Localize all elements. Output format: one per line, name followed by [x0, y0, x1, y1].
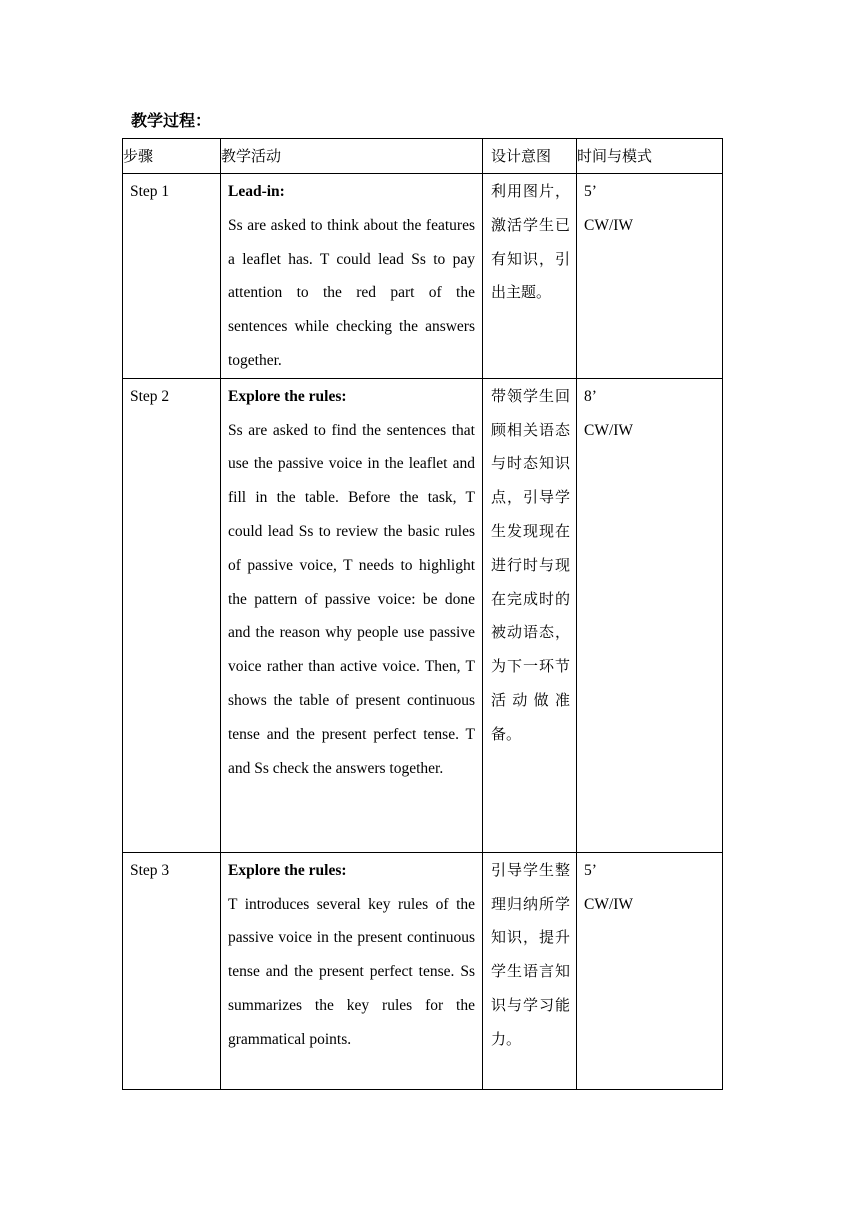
section-heading: 教学过程：: [131, 111, 212, 130]
time-mode-cell: [577, 852, 723, 1089]
table-row: [123, 174, 723, 379]
activity-body: Ss are asked to think about the features a leaflet has. T could lead Ss to pay attention to the red part of the sentences while checking the answers together.: [228, 216, 475, 369]
time-mode-cell: [577, 378, 723, 852]
time-value: 5’: [584, 183, 597, 200]
step-label: Step 3: [130, 861, 170, 879]
activity-body: T introduces several key rules of the passive voice in the present continuous tense and the present perfect tense. Ss summarizes the key rules for the grammatical points.: [228, 895, 475, 1048]
step-cell: [123, 852, 221, 1089]
activity-cell: [221, 378, 483, 852]
time-mode-cell: [577, 174, 723, 379]
activity-title: Explore the rules:: [228, 387, 347, 405]
time-value: 8’: [584, 387, 597, 405]
step-label: Step 1: [130, 183, 170, 200]
header-step: 步骤: [123, 139, 221, 174]
mode-value: CW/IW: [584, 216, 634, 234]
step-label: Step 2: [130, 387, 170, 405]
header-purpose: 设计意图: [483, 139, 577, 174]
purpose-cell: [483, 378, 577, 852]
table-row: [123, 852, 723, 1089]
purpose-cell: [483, 852, 577, 1089]
activity-cell: [221, 174, 483, 379]
table-header-row: [123, 139, 723, 174]
activity-title: Explore the rules:: [228, 861, 347, 879]
activity-body: Ss are asked to find the sentences that use the passive voice in the leaflet and fill in the table. Before the task, T could lead Ss to review the basic rules of passive voice, T needs to highlight the pattern of passive voice: be done and the reason why people use passive voice rather than active voice. Then, T shows the table of present continuous tense and the present perfect tense. T and Ss check the answers together.: [228, 421, 475, 777]
table-row: [123, 378, 723, 852]
activity-cell: [221, 852, 483, 1089]
purpose-text: 利用图片，激活学生已有知识，引出主题。: [491, 182, 570, 302]
time-value: 5’: [584, 861, 597, 879]
header-activity: 教学活动: [221, 139, 483, 174]
teaching-process-table: [122, 138, 723, 1090]
step-cell: [123, 378, 221, 852]
header-time-mode: 时间与模式: [577, 139, 723, 174]
mode-value: CW/IW: [584, 421, 634, 439]
purpose-cell: [483, 174, 577, 379]
purpose-text: 引导学生整理归纳所学知识，提升学生语言知识与学习能力。: [491, 860, 570, 1048]
activity-title: Lead-in:: [228, 183, 285, 200]
step-cell: [123, 174, 221, 379]
purpose-text: 带领学生回顾相关语态与时态知识点，引导学生发现现在进行时与现在完成时的被动语态，为下一环节活动做准备。: [491, 386, 570, 743]
mode-value: CW/IW: [584, 895, 634, 913]
